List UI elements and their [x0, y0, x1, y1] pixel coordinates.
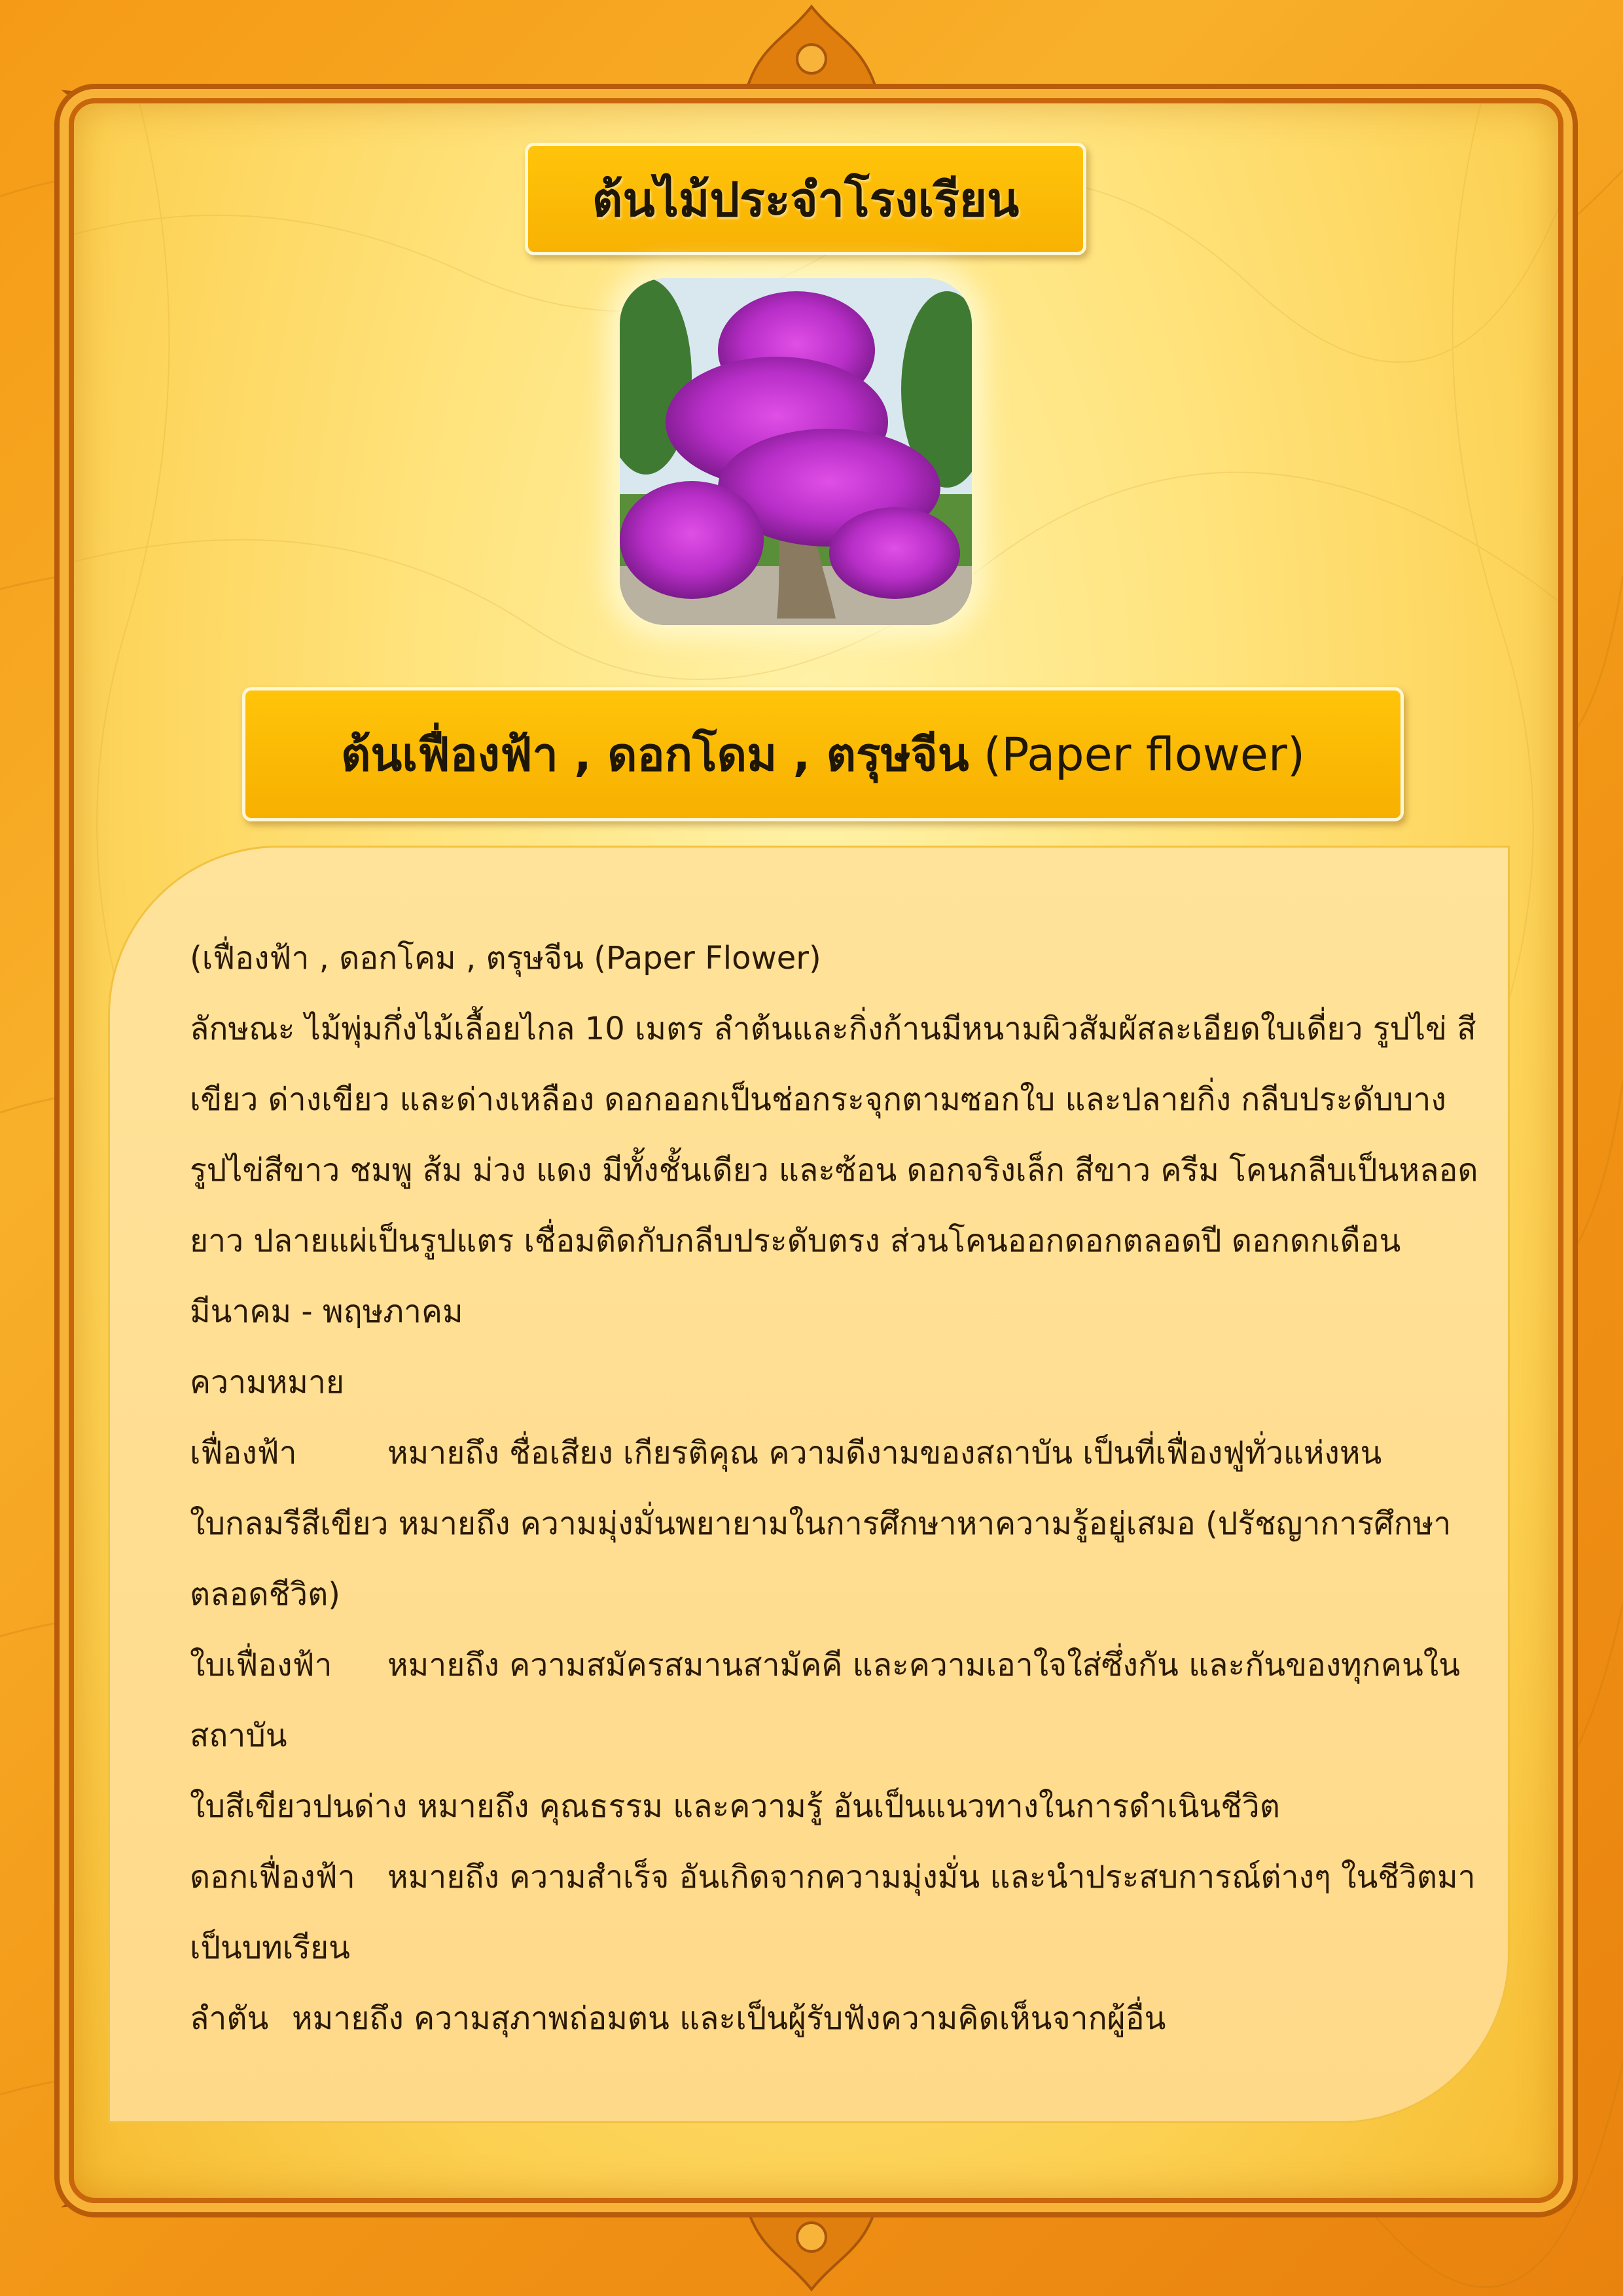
meaning-text: หมายถึง ความสุภาพถ่อมตน และเป็นผู้รับฟังความคิดเห็นจากผู้อื่น [292, 2000, 1166, 2037]
plant-thai-names: ต้นเฟื่องฟ้า , ดอกโดม , ตรุษจีน [340, 728, 969, 781]
description-text [190, 923, 1478, 2054]
meaning-term: ดอกเฟื่องฟ้า [190, 1859, 355, 1895]
meaning-item [190, 1488, 1452, 1559]
plant-name-banner [242, 687, 1404, 821]
meaning-term: เฟื่องฟ้า [190, 1435, 297, 1471]
meaning-text: หมายถึง ชื่อเสียง เกียรติคุณ ความดีงามของสถาบัน เป็นที่เฟื่องฟูทั่วแห่งหน [387, 1435, 1382, 1471]
meaning-item [190, 1418, 1433, 1488]
meaning-text: หมายถึง ความสมัครสมานสามัคคี และความเอาใจใส่ซึ่งกัน และกันของทุกคนใน [387, 1647, 1461, 1683]
bougainvillea-tree-icon [620, 278, 972, 625]
meaning-term: ใบสีเขียวปนด่าง [190, 1788, 408, 1825]
title-banner [525, 143, 1086, 255]
meaning-item [190, 1771, 1433, 1842]
meaning-continuation: ตลอดชีวิต) [190, 1576, 341, 1613]
description-line: ยาว ปลายแผ่เป็นรูปแตร เชื่อมติดกับกลีบประดับตรง ส่วนโคนออกดอกตลอดปี ดอกดกเดือน [190, 1223, 1401, 1259]
page-title: ต้นไม้ประจำโรงเรียน [592, 171, 1020, 227]
meaning-term: ลำตัน [190, 2000, 269, 2037]
meaning-term: ใบเฟื่องฟ้า [190, 1647, 332, 1683]
meaning-text: หมายถึง คุณธรรม และความรู้ อันเป็นแนวทางในการดำเนินชีวิต [417, 1788, 1280, 1825]
meaning-continuation: สถาบัน [190, 1717, 287, 1754]
meaning-heading: ความหมาย [190, 1364, 345, 1401]
bougainvillea-photo [620, 278, 972, 625]
meaning-item [190, 1983, 1433, 2054]
plant-english-name: (Paper flower) [983, 728, 1306, 781]
meaning-term: ใบกลมรีสีเขียว [190, 1505, 389, 1542]
top-ornament-icon [746, 0, 877, 98]
meaning-text: หมายถึง ความสำเร็จ อันเกิดจากความมุ่งมั่น และนำประสบการณ์ต่างๆ ในชีวิตมา [387, 1859, 1476, 1895]
meaning-continuation: เป็นบทเรียน [190, 1929, 350, 1966]
meaning-item [190, 1630, 1461, 1700]
description-line: ลักษณะ ไม้พุ่มกึ่งไม้เลื้อยไกล 10 เมตร ลำต้นและกิ่งก้านมีหนามผิวสัมผัสละเอียดใบเดี่ยว รูปไข่ สี [190, 1011, 1476, 1047]
description-line: มีนาคม - พฤษภาคม [190, 1293, 463, 1330]
description-line: รูปไข่สีขาว ชมพู ส้ม ม่วง แดง มีทั้งชั้นเดียว และซ้อน ดอกจริงเล็ก สีขาว ครีม โคนกลีบเป็นหลอด [190, 1152, 1478, 1189]
names-line: (เฟื่องฟ้า , ดอกโคม , ตรุษจีน (Paper Flower) [190, 940, 821, 977]
description-line: เขียว ด่างเขียว และด่างเหลือง ดอกออกเป็นช่อกระจุกตามซอกใบ และปลายกิ่ง กลีบประดับบาง [190, 1081, 1446, 1118]
meaning-text: หมายถึง ความมุ่งมั่นพยายามในการศึกษาหาความรู้อยู่เสมอ (ปรัชญาการศึกษา [398, 1505, 1452, 1542]
plant-name [341, 718, 1305, 791]
bottom-ornament-icon [746, 2198, 877, 2296]
meaning-item [190, 1842, 1476, 1912]
